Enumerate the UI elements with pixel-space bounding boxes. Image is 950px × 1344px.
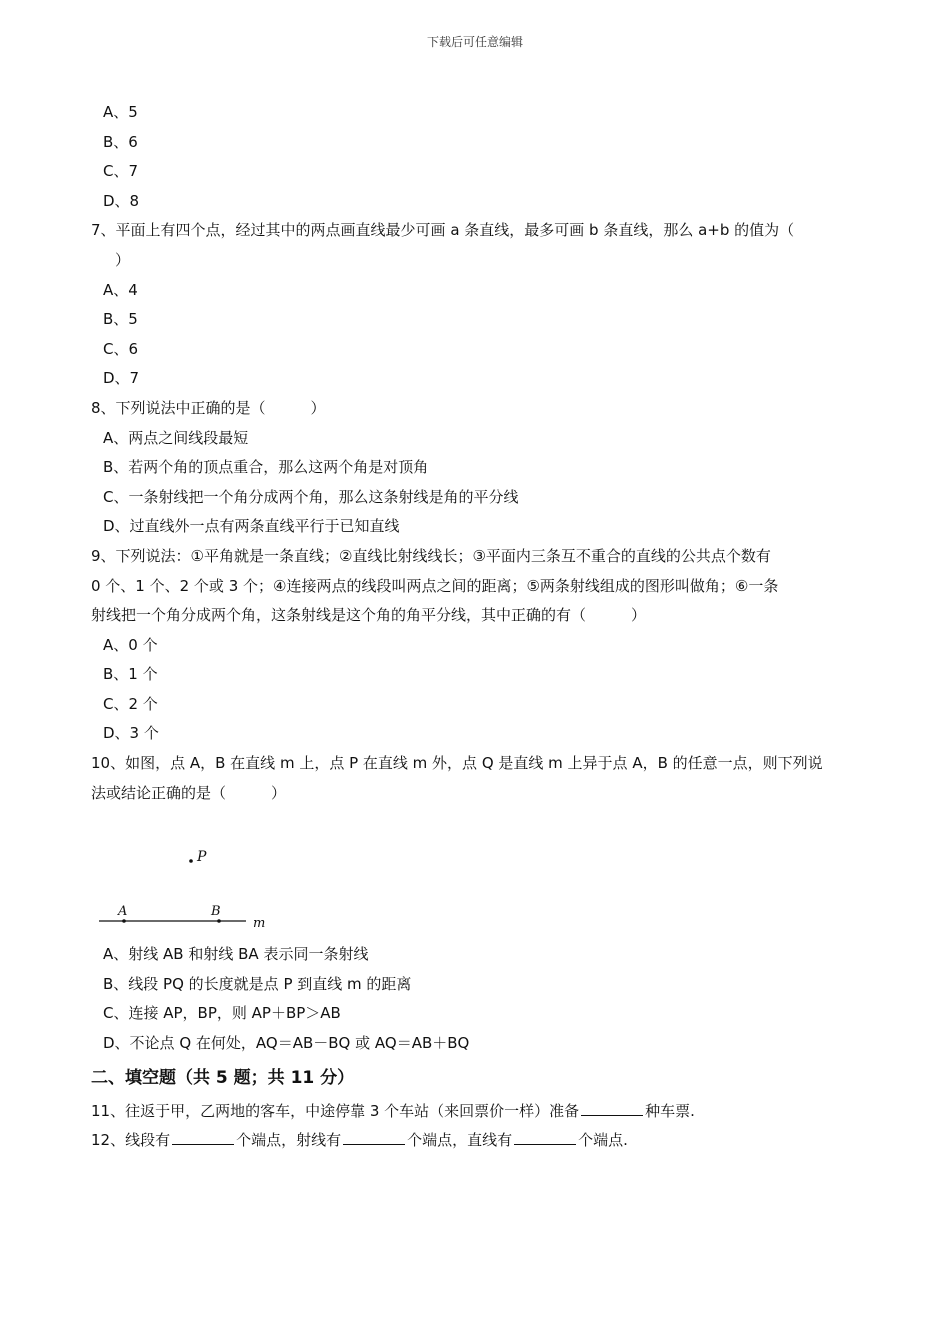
q12: [91, 1126, 861, 1156]
line-m-label: m: [253, 916, 266, 932]
q9-option-d: D、3 个: [103, 724, 159, 743]
q6-option-b: B、6: [103, 132, 138, 151]
line-diagram: [91, 808, 291, 940]
q10-stem-line1: 10、如图，点 A，B 在直线 m 上，点 P 在直线 m 外，点 Q 是直线 m 上异于点 A，B 的任意一点，则下列说: [91, 754, 823, 773]
q10-option-b: B、线段 PQ 的长度就是点 P 到直线 m 的距离: [103, 974, 412, 993]
q10-option-c: C、连接 AP，BP，则 AP＋BP＞AB: [103, 1004, 341, 1023]
point-a-dot: [122, 919, 126, 923]
q9-stem-line2: 0 个、1 个、2 个或 3 个；④连接两点的线段叫两点之间的距离；⑤两条射线组成的图形叫做角；⑥一条: [91, 576, 779, 595]
q7-stem-end: ）: [115, 250, 131, 269]
q10-option-a: A、射线 AB 和射线 BA 表示同一条射线: [103, 945, 369, 964]
q9-option-a: A、0 个: [103, 635, 158, 654]
q8-option-c: C、一条射线把一个角分成两个角，那么这条射线是角的平分线: [103, 487, 519, 506]
q10-figure: [91, 808, 861, 940]
q7-stem: 7、平面上有四个点，经过其中的两点画直线最少可画 a 条直线，最多可画 b 条直线，那么 a+b 的值为（: [91, 221, 795, 240]
q9-option-c: C、2 个: [103, 694, 158, 713]
q12-blank-2: [343, 1130, 405, 1145]
q7-option-b: B、5: [103, 310, 138, 329]
q10-option-d: D、不论点 Q 在何处，AQ＝AB－BQ 或 AQ＝AB＋BQ: [103, 1034, 470, 1053]
q9-stem-line1: 9、下列说法：①平角就是一条直线；②直线比射线线长；③平面内三条互不重合的直线的公共点个数有: [91, 546, 771, 565]
q6-option-d: D、8: [103, 191, 140, 210]
q11-blank: [581, 1101, 643, 1116]
q8-option-d: D、过直线外一点有两条直线平行于已知直线: [103, 517, 400, 536]
q11: [91, 1097, 861, 1127]
q12-text-1: 12、线段有: [91, 1131, 171, 1150]
q8-option-b: B、若两个角的顶点重合，那么这两个角是对顶角: [103, 458, 429, 477]
q12-text-4: 个端点.: [578, 1131, 628, 1150]
point-b-dot: [217, 919, 221, 923]
q11-text-before: 11、往返于甲，乙两地的客车，中途停靠 3 个车站（来回票价一样）准备: [91, 1101, 580, 1120]
q12-blank-3: [514, 1130, 576, 1145]
q8-stem: 8、下列说法中正确的是（ ）: [91, 398, 326, 417]
page-header: 下载后可任意编辑: [426, 35, 523, 49]
q9-stem-line3: 射线把一个角分成两个角，这条射线是这个角的角平分线，其中正确的有（ ）: [91, 606, 647, 625]
q12-text-2: 个端点，射线有: [236, 1131, 342, 1150]
q7-option-d: D、7: [103, 369, 140, 388]
point-p-label: P: [197, 849, 207, 866]
q12-blank-1: [172, 1130, 234, 1145]
point-p-dot: [189, 859, 193, 863]
point-a-label: A: [118, 904, 128, 920]
q9-option-b: B、1 个: [103, 665, 158, 684]
q7-option-c: C、6: [103, 339, 139, 358]
q6-option-a: A、5: [103, 103, 138, 121]
q10-stem-line2: 法或结论正确的是（ ）: [91, 783, 287, 802]
document-body: [91, 98, 861, 1156]
section-fill-blank-title: 二、填空题（共 5 题；共 11 分）: [91, 1067, 355, 1088]
q8-option-a: A、两点之间线段最短: [103, 428, 249, 447]
q12-text-3: 个端点，直线有: [407, 1131, 513, 1150]
q6-option-c: C、7: [103, 162, 139, 181]
q11-text-after: 种车票.: [645, 1101, 695, 1120]
point-b-label: B: [211, 904, 221, 920]
q7-option-a: A、4: [103, 280, 138, 299]
